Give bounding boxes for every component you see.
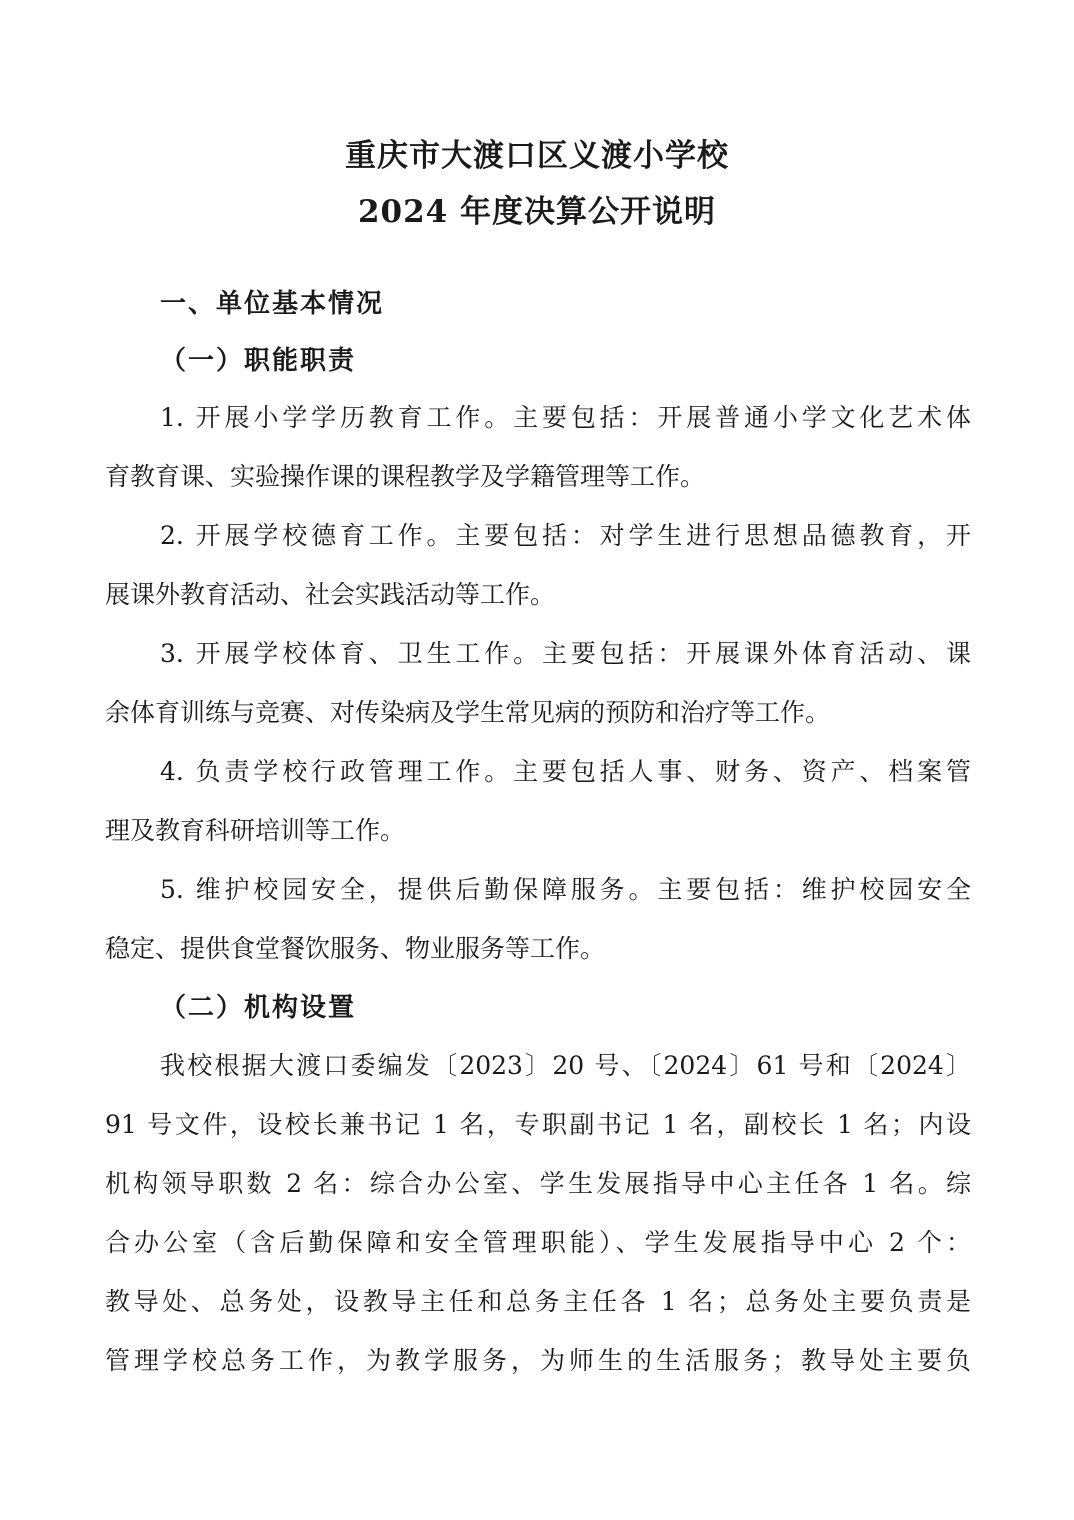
paragraph-line: 合办公室（含后勤保障和安全管理职能）、学生发展指导中心 2 个： [105,1228,971,1257]
document-title-line1: 重庆市大渡口区义渡小学校 [345,138,729,174]
paragraph-line: 4. 负责学校行政管理工作。主要包括人事、财务、资产、档案管 [160,757,971,786]
paragraph-line: 管理学校总务工作，为教学服务，为师生的生活服务；教导处主要负 [105,1346,971,1375]
paragraph-line: 3. 开展学校体育、卫生工作。主要包括：开展课外体育活动、课 [160,639,971,668]
paragraph-line: 教导处、总务处，设教导主任和总务主任各 1 名；总务处主要负责是 [105,1287,971,1316]
paragraph-line: 余体育训练与竞赛、对传染病及学生常见病的预防和治疗等工作。 [105,698,831,727]
subheading-duties: （一）职能职责 [160,346,357,376]
paragraph-line: 2. 开展学校德育工作。主要包括：对学生进行思想品德教育，开 [160,521,971,550]
paragraph-line: 91 号文件，设校长兼书记 1 名，专职副书记 1 名，副校长 1 名；内设 [105,1110,971,1139]
subheading-organization: （二）机构设置 [160,993,357,1023]
paragraph-line: 我校根据大渡口委编发〔2023〕20 号、〔2024〕61 号和〔2024〕 [160,1051,971,1080]
paragraph-line: 理及教育科研培训等工作。 [105,816,406,845]
paragraph-line: 5. 维护校园安全，提供后勤保障服务。主要包括：维护校园安全 [160,875,971,904]
paragraph-line: 展课外教育活动、社会实践活动等工作。 [105,580,556,609]
section-heading-basic-info: 一、单位基本情况 [160,289,385,319]
paragraph-line: 稳定、提供食堂餐饮服务、物业服务等工作。 [105,934,606,963]
document-title-line2: 2024 年度决算公开说明 [357,194,717,230]
paragraph-line: 育教育课、实验操作课的课程教学及学籍管理等工作。 [105,462,706,491]
paragraph-line: 1. 开展小学学历教育工作。主要包括：开展普通小学文化艺术体 [160,403,971,432]
paragraph-line: 机构领导职数 2 名：综合办公室、学生发展指导中心主任各 1 名。综 [105,1169,971,1198]
